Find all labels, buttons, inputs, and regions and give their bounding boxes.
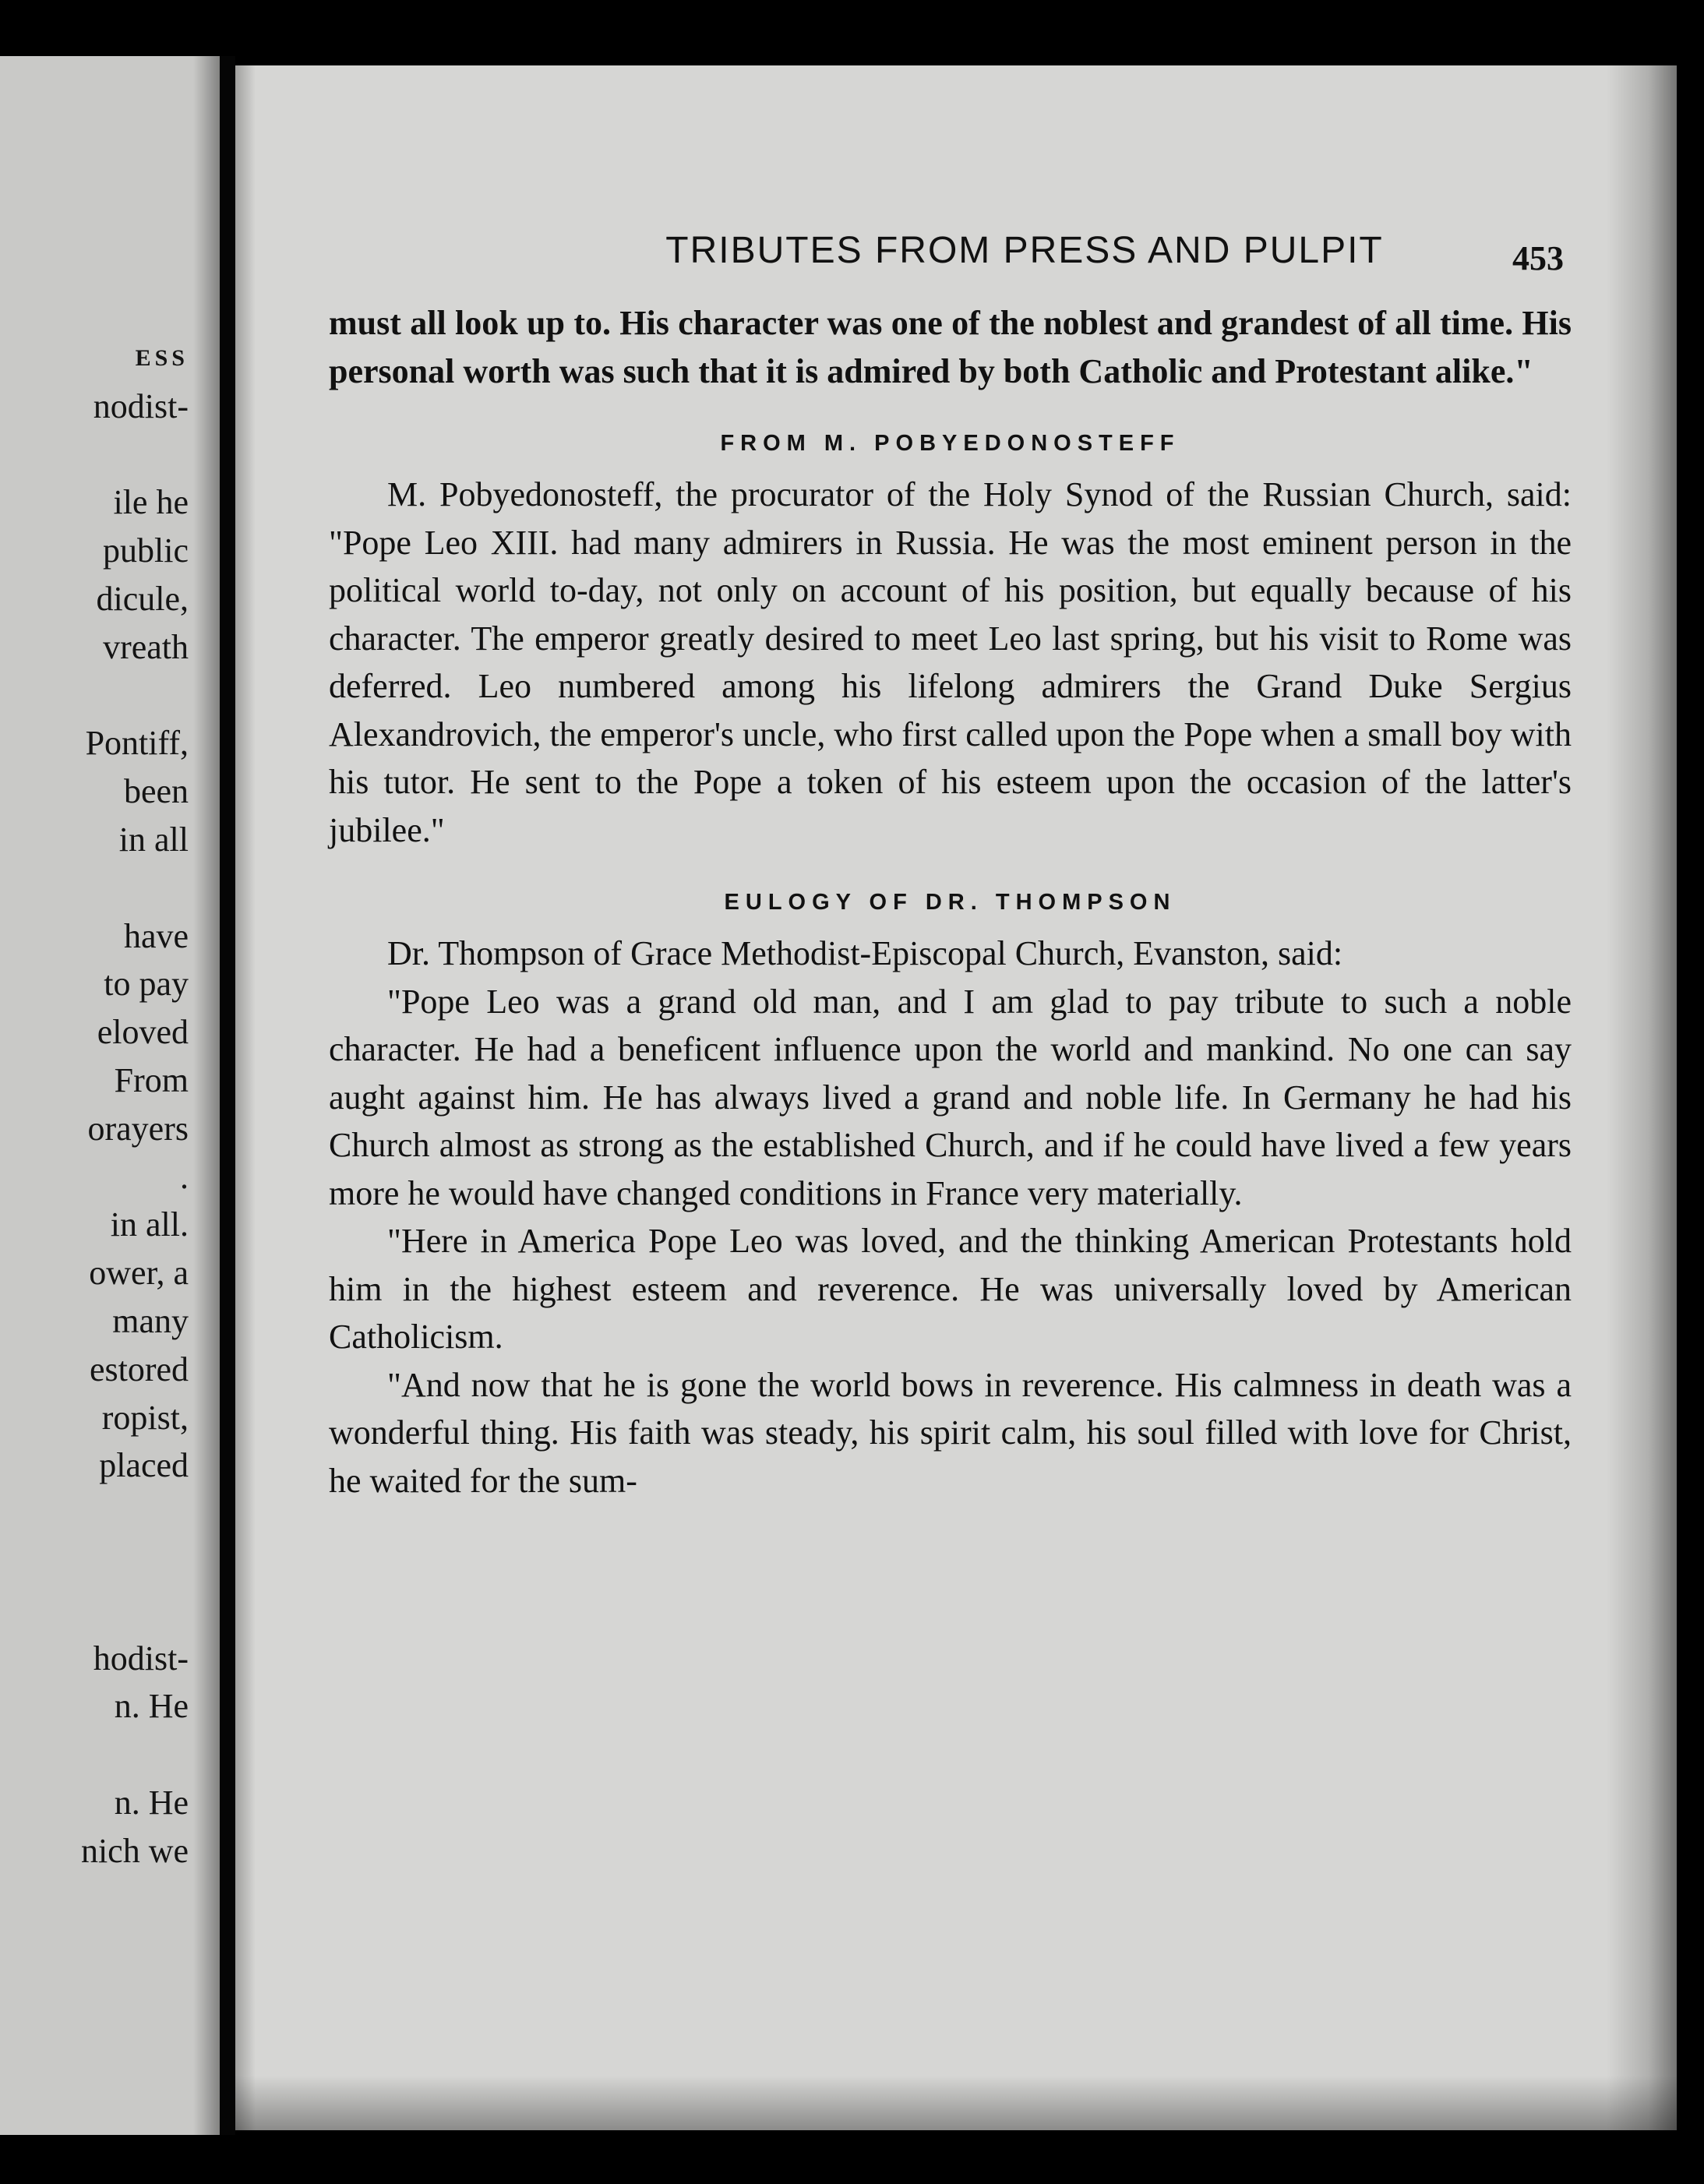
paragraph-thompson-death: "And now that he is gone the world bows in reverence. His calmness in death was a wonderful thing. His faith was steady, his spirit calm, his soul filled with love for Christ, he waited for the sum- (329, 1365, 1572, 1500)
paragraph-thompson-intro: Dr. Thompson of Grace Methodist-Episcopal Church, Evanston, said: (387, 934, 1343, 972)
paragraph-pobyedonosteff: M. Pobyedonosteff, the procurator of the Holy Synod of the Russian Church, said: "Pope Leo XIII. had many admirers in Russia. He was the most eminent person in the political world to-day, not only on account of his position, but equally because of his character. The emperor greatly desired to meet Leo last spring, but his visit to Rome was deferred. Leo numbered among his lifelong admirers the Grand Duke Sergius Alexandrovich, the emperor's uncle, who first called upon the Pope when a small boy with his tutor. He sent to the Pope a token of his esteem upon the occasion of the latter's jubilee." (329, 475, 1572, 849)
body-text (329, 299, 1572, 1505)
facing-page-line: . (180, 1157, 189, 1196)
paragraph-thompson-tribute: "Pope Leo was a grand old man, and I am glad to pay tribute to such a noble character. He had a beneficent influence upon the world and mankind. No one can say aught against him. He has always lived a grand and noble life. In Germany he had his Church almost as strong as the established Church, and if he could have lived a few years more he would have changed conditions in France very materially. (329, 982, 1572, 1212)
facing-page-line: n. He (114, 1687, 189, 1726)
facing-page-line: to pay (104, 965, 189, 1004)
page-right-edge-shadow (1607, 65, 1677, 2130)
facing-page-line: have (123, 916, 189, 955)
facing-page-line: in all (118, 820, 189, 859)
facing-page-line: ropist, (101, 1398, 189, 1437)
section-heading-pobyedonosteff: FROM M. POBYEDONOSTEFF (720, 431, 1180, 456)
facing-page-line: orayers (87, 1109, 189, 1148)
facing-page-line: From (114, 1061, 189, 1099)
facing-page-line: been (123, 772, 189, 811)
facing-page-line: n. He (114, 1784, 189, 1822)
section-heading-thompson: EULOGY OF DR. THOMPSON (724, 890, 1177, 915)
page-bottom-edge-shadow (235, 2076, 1677, 2130)
opening-paragraph: must all look up to. His character was one of the noblest and grandest of all time. His personal worth was such that it is admired by both Catholic and Protestant alike." (329, 304, 1572, 390)
facing-page-line: in all. (110, 1205, 189, 1244)
facing-page-line: nodist- (93, 386, 189, 425)
facing-page-line: vreath (103, 627, 189, 666)
page-left-edge-shadow (235, 65, 256, 2130)
facing-page-line: hodist- (93, 1639, 189, 1678)
facing-page-line: dicule, (96, 580, 189, 618)
facing-page-line: Pontiff, (85, 724, 189, 763)
book-binding-gap (220, 56, 235, 2135)
facing-page-line: placed (99, 1446, 189, 1485)
facing-page-line: ESS (135, 345, 189, 371)
paragraph-thompson-america: "Here in America Pope Leo was loved, and the thinking American Protestants hold him in the highest esteem and reverence. He was universally loved by American Catholicism. (329, 1222, 1572, 1356)
facing-page-line: estored (89, 1350, 189, 1388)
facing-page-line: public (103, 531, 189, 570)
facing-page-line: eloved (97, 1013, 189, 1052)
facing-page-line: ile he (113, 483, 189, 522)
running-head: TRIBUTES FROM PRESS AND PULPIT (665, 230, 1384, 271)
facing-page-line: ower, a (89, 1254, 189, 1293)
facing-page-line: nich we (80, 1831, 189, 1870)
gutter-shadow (193, 56, 220, 2135)
page-number: 453 (1512, 239, 1564, 277)
facing-page-fragment (0, 56, 220, 2135)
book-page (235, 65, 1677, 2130)
facing-page-line: many (112, 1302, 189, 1340)
